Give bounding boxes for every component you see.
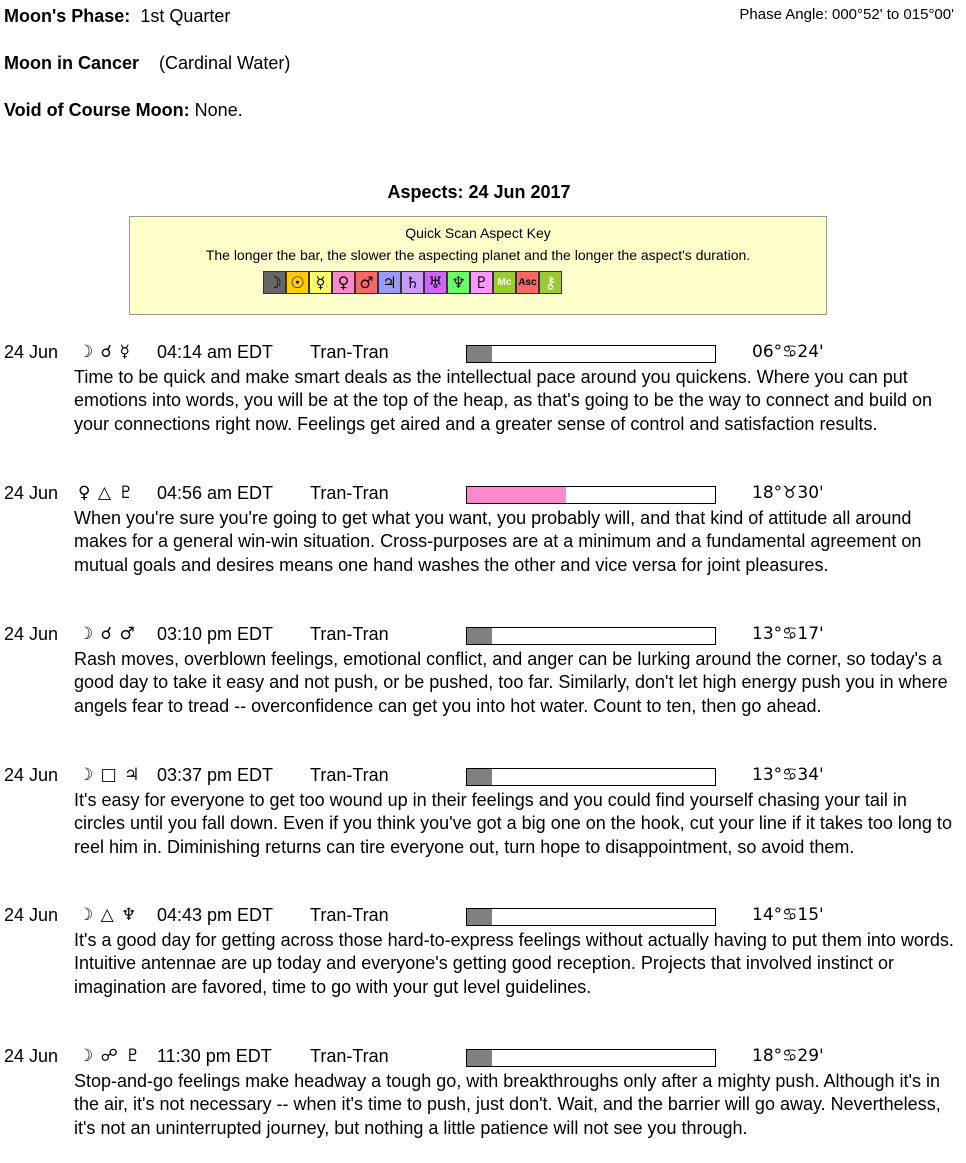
aspect-date: 24 Jun (4, 624, 59, 644)
aspect-duration-fill (467, 346, 492, 362)
key-moon-icon: ☽ (263, 271, 286, 294)
key-venus-icon: ♀ (332, 271, 355, 294)
moon-sign-element: (Cardinal Water) (159, 53, 291, 73)
aspect-position: 14°♋15' (752, 905, 824, 925)
aspect-time: 04:56 am EDT (157, 483, 274, 503)
aspect-type: Tran-Tran (310, 483, 389, 503)
aspect-position: 06°♋24' (752, 342, 824, 362)
aspect-type: Tran-Tran (310, 765, 389, 785)
void-of-course-line (4, 100, 243, 121)
moon-sign-line (4, 53, 290, 74)
aspect-position: 13°♋17' (752, 624, 824, 644)
aspect-type: Tran-Tran (310, 905, 389, 925)
aspect-description: It's easy for everyone to get too wound up in their feelings and you could find yourself chasing your tail in circles until you fall down. Even if you think you've got a big one on the hook, cut your line if it takes too long to reel him in. Diminishing returns can tire everyone out, turn hope to disappointment, so avoid them. (74, 790, 952, 857)
key-sun-icon: ☉ (286, 271, 309, 294)
aspect-header (0, 342, 966, 364)
aspect-description: When you're sure you're going to get what you want, you probably will, and that kind of attitude all around makes for a general win-win situation. Cross-purposes are at a minimum and a fundamental agreement on mutual goals and desires means one hand washes the other and vice versa for joint pleasures. (74, 508, 922, 575)
phase-angle: Phase Angle: 000°52' to 015°00' (739, 6, 954, 23)
aspect-key-legend (263, 271, 562, 296)
aspect-time: 04:43 pm EDT (157, 905, 274, 925)
moon-sign-label: Moon in Cancer (4, 53, 140, 73)
aspect-duration-bar (466, 908, 716, 926)
key-mars-icon: ♂ (355, 271, 378, 294)
key-jupiter-icon: ♃ (378, 271, 401, 294)
aspect-glyphs: ☽ □ ♃ (78, 765, 141, 785)
aspect-duration-fill (467, 628, 492, 644)
key-mercury-icon: ☿ (309, 271, 332, 294)
moon-phase-line (4, 6, 230, 27)
aspect-key-description: The longer the bar, the slower the aspecting planet and the longer the aspect's duration. (205, 247, 751, 263)
aspect-time: 04:14 am EDT (157, 342, 274, 362)
aspect-glyphs: ☽ ☌ ♂ (78, 624, 136, 644)
aspect-duration-bar (466, 627, 716, 645)
aspect-time: 03:37 pm EDT (157, 765, 274, 785)
aspect-date: 24 Jun (4, 342, 59, 362)
aspect-key-title: Quick Scan Aspect Key (405, 225, 551, 241)
aspect-header (0, 483, 966, 505)
void-of-course-label: Void of Course Moon: (4, 100, 190, 120)
aspect-header (0, 624, 966, 646)
key-pluto-icon: ♇ (470, 271, 493, 294)
aspect-duration-fill (467, 909, 492, 925)
aspect-position: 18°♋29' (752, 1046, 824, 1066)
aspect-date: 24 Jun (4, 1046, 59, 1066)
aspect-time: 11:30 pm EDT (157, 1046, 272, 1066)
aspect-date: 24 Jun (4, 483, 59, 503)
aspect-duration-bar (466, 1049, 716, 1067)
aspect-type: Tran-Tran (310, 1046, 389, 1066)
aspect-type: Tran-Tran (310, 624, 389, 644)
aspect-duration-bar (466, 486, 716, 504)
aspect-type: Tran-Tran (310, 342, 389, 362)
key-neptune-icon: ♆ (447, 271, 470, 294)
void-of-course-value: None. (194, 100, 243, 120)
aspect-description: It's a good day for getting across those hard-to-express feelings without actually having to put them into words. Intuitive antennae are up today and everyone's getting good reception. Projects that involved instinct or imagination are favored, time to go with your gut level guidelines. (74, 930, 954, 997)
key-midheaven-icon: Mc (493, 271, 516, 294)
key-saturn-icon: ♄ (401, 271, 424, 294)
aspects-heading: Aspects: 24 Jun 2017 (387, 182, 571, 202)
moon-phase-value: 1st Quarter (140, 6, 231, 26)
aspect-date: 24 Jun (4, 765, 59, 785)
aspect-duration-fill (467, 1050, 492, 1066)
aspect-header (0, 905, 966, 927)
aspect-position: 13°♋34' (752, 765, 824, 785)
aspect-header (0, 1046, 966, 1068)
aspect-position: 18°♉30' (752, 483, 824, 503)
aspect-description: Time to be quick and make smart deals as the intellectual pace around you quickens. Where you can put emotions into words, you will be at the top of the heap, as that's going to be the way to connect and build on your connections right now. Feelings get aired and a greater sense of control and satisfaction results. (74, 367, 932, 434)
key-ascendant-icon: Asc (516, 271, 539, 294)
aspect-glyphs: ☽ △ ♆ (78, 905, 138, 925)
aspect-header (0, 765, 966, 787)
aspect-description: Stop-and-go feelings make headway a tough go, with breakthroughs only after a mighty push. Although it's in the air, it's not necessary -- when it's time to push, just don't. Wait, and the barrier will go away. Nevertheless, it's not an uninterrupted journey, but nothing a little patience will not see you through. (74, 1071, 941, 1138)
aspect-duration-bar (466, 345, 716, 363)
key-chiron-icon: ⚷ (539, 271, 562, 294)
aspect-glyphs: ☽ ☌ ☿ (78, 342, 131, 362)
key-uranus-icon: ♅ (424, 271, 447, 294)
aspect-time: 03:10 pm EDT (157, 624, 274, 644)
aspect-date: 24 Jun (4, 905, 59, 925)
moon-phase-label: Moon's Phase: (4, 6, 131, 26)
aspect-duration-fill (467, 769, 492, 785)
aspect-key-box (129, 216, 827, 315)
aspect-description: Rash moves, overblown feelings, emotional conflict, and anger can be lurking around the corner, so today's a good day to take it easy and not push, or be pushed, too far. Similarly, don't let high energy push you in where angels fear to tread -- overconfidence can get you into hot water. Count to ten, then go ahead. (74, 649, 948, 716)
aspect-glyphs: ♀ △ ♇ (78, 483, 135, 503)
aspect-duration-bar (466, 768, 716, 786)
aspect-glyphs: ☽ ☍ ♇ (78, 1046, 142, 1066)
aspect-duration-fill (467, 487, 566, 503)
